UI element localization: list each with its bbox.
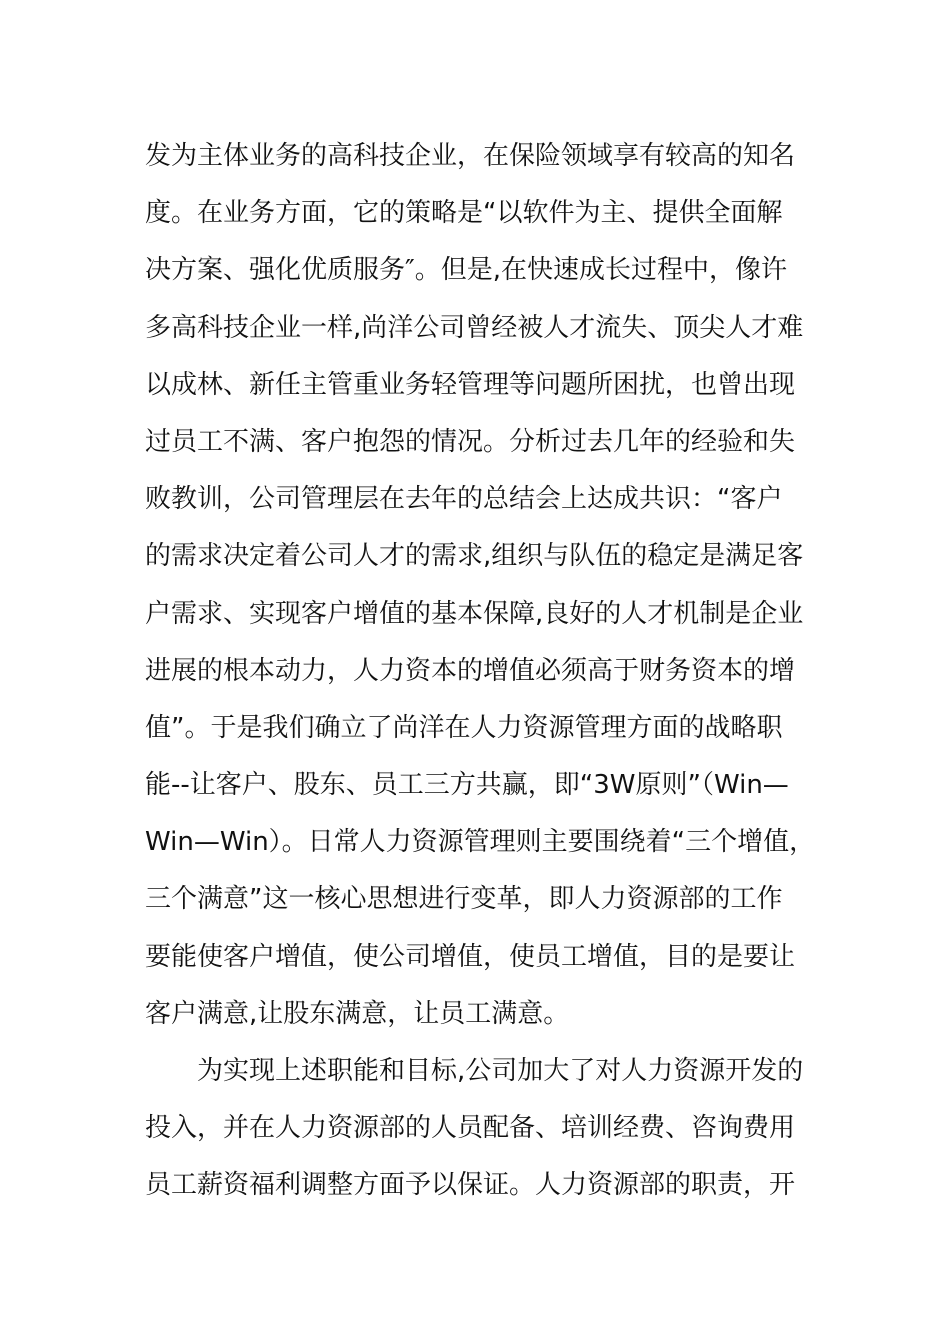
text-line: 败教训，公司管理层在去年的总结会上达成共识：“客户 — [145, 484, 783, 515]
text-line: 三个满意”这一核心思想进行变革，即人力资源部的工作 — [145, 884, 783, 915]
text-line: 进展的根本动力，人力资本的增值必须高于财务资本的增 — [145, 655, 796, 686]
paragraph-start-line: 为实现上述职能和目标,公司加大了对人力资源开发的 — [197, 1056, 804, 1086]
text-line: 能--让客户、股东、员工三方共赢，即“3W原则”（Win— — [145, 770, 789, 801]
text-line: 决方案、强化优质服务″。但是,在快速成长过程中，像许 — [145, 255, 787, 286]
text-line: 多高科技企业一样,尚洋公司曾经被人才流失、顶尖人才难 — [145, 312, 804, 343]
text-line: 员工薪资福利调整方面予以保证。人力资源部的职责，开 — [145, 1170, 796, 1201]
text-line: 值”。于是我们确立了尚洋在人力资源管理方面的战略职 — [145, 712, 783, 743]
text-line: 的需求决定着公司人才的需求,组织与队伍的稳定是满足客 — [145, 541, 804, 572]
text-line: 户需求、实现客户增值的基本保障,良好的人才机制是企业 — [145, 598, 804, 629]
text-line: 发为主体业务的高科技企业，在保险领域享有较高的知名 — [145, 141, 796, 171]
text-line: 以成林、新任主管重业务轻管理等问题所困扰，也曾出现 — [145, 369, 796, 400]
text-line: 度。在业务方面，它的策略是“以软件为主、提供全面解 — [145, 198, 783, 229]
text-line: 要能使客户增值，使公司增值，使员工增值，目的是要让 — [145, 941, 796, 972]
text-line: 投入，并在人力资源部的人员配备、培训经费、咨询费用 — [145, 1113, 796, 1144]
text-line: Win—Win）。日常人力资源管理则主要围绕着“三个增值， — [145, 827, 816, 858]
body-text — [145, 128, 835, 1215]
text-line: 过员工不满、客户抱怨的情况。分析过去几年的经验和失 — [145, 426, 796, 457]
text-line: 客户满意,让股东满意，让员工满意。 — [145, 998, 570, 1029]
